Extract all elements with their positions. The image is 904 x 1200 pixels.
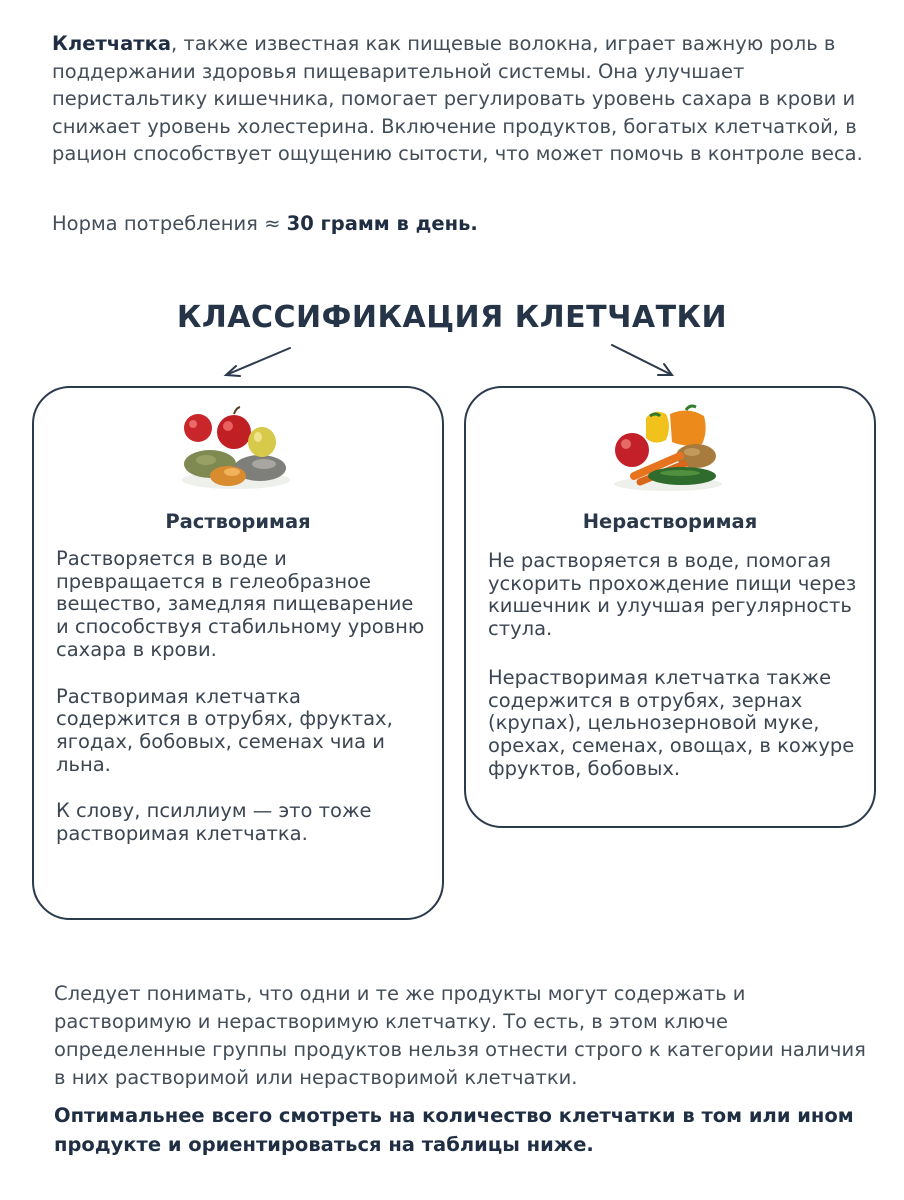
- intro-paragraph: [52, 30, 892, 168]
- insoluble-paragraph-2: Нерастворимая клетчатка также содержится в отрубях, зернах (крупах), цельнозерновой муке, орехах, семенах, овощах, в кожуре фруктов, бобовых.: [488, 665, 855, 780]
- outro-bold-paragraph: Оптимальнее всего смотреть на количество клетчатки в том или ином продукте и ориентироваться на таблицы ниже.: [54, 1104, 854, 1156]
- vegetables-icon: [610, 404, 726, 492]
- left-arrow-icon: [226, 348, 290, 376]
- norm-line: [52, 210, 852, 237]
- norm-value: 30 грамм в день.: [286, 212, 478, 235]
- fruits-seeds-icon: [178, 404, 294, 492]
- intro-bold-term: Клетчатка: [52, 32, 171, 55]
- norm-label: Норма потребления ≈: [52, 212, 287, 235]
- classification-title: КЛАССИФИКАЦИЯ КЛЕТЧАТКИ: [176, 300, 728, 335]
- classification-arrows: [0, 340, 904, 380]
- right-arrow-icon: [612, 345, 672, 375]
- soluble-paragraph-1: Растворяется в воде и превращается в гелеобразное вещество, замедляя пищеварение и способствуя стабильному уровню сахара в крови.: [56, 547, 425, 661]
- insoluble-body: [488, 550, 868, 806]
- soluble-fiber-card: [32, 386, 444, 920]
- insoluble-fiber-card: [464, 386, 876, 828]
- insoluble-paragraph-1: Не растворяется в воде, помогая ускорить прохождение пищи через кишечник и улучшая регулярность стула.: [488, 549, 857, 641]
- soluble-paragraph-3: К слову, псиллиум — это тоже растворимая клетчатка.: [56, 799, 372, 846]
- soluble-title: Растворимая: [165, 510, 311, 533]
- soluble-paragraph-2: Растворимая клетчатка содержится в отрубях, фруктах, ягодах, бобовых, семенах чиа и льна.: [56, 684, 393, 776]
- soluble-body: [56, 548, 430, 870]
- intro-text: , также известная как пищевые волокна, играет важную роль в поддержании здоровья пищеварительной системы. Она улучшает перистальтику кишечника, помогает регулировать уровень сахара в крови и снижает уровень холестерина. Включение продуктов, богатых клетчаткой, в рацион способствует ощущению сытости, что может помочь в контроле веса.: [52, 32, 863, 165]
- insoluble-title: Нерастворимая: [582, 510, 758, 533]
- outro-paragraph: Следует понимать, что одни и те же продукты могут содержать и растворимую и нерастворимую клетчатку. То есть, в этом ключе определенные группы продуктов нельзя отнести строго к категории наличия в них растворимой или нерастворимой клетчатки.: [54, 982, 866, 1089]
